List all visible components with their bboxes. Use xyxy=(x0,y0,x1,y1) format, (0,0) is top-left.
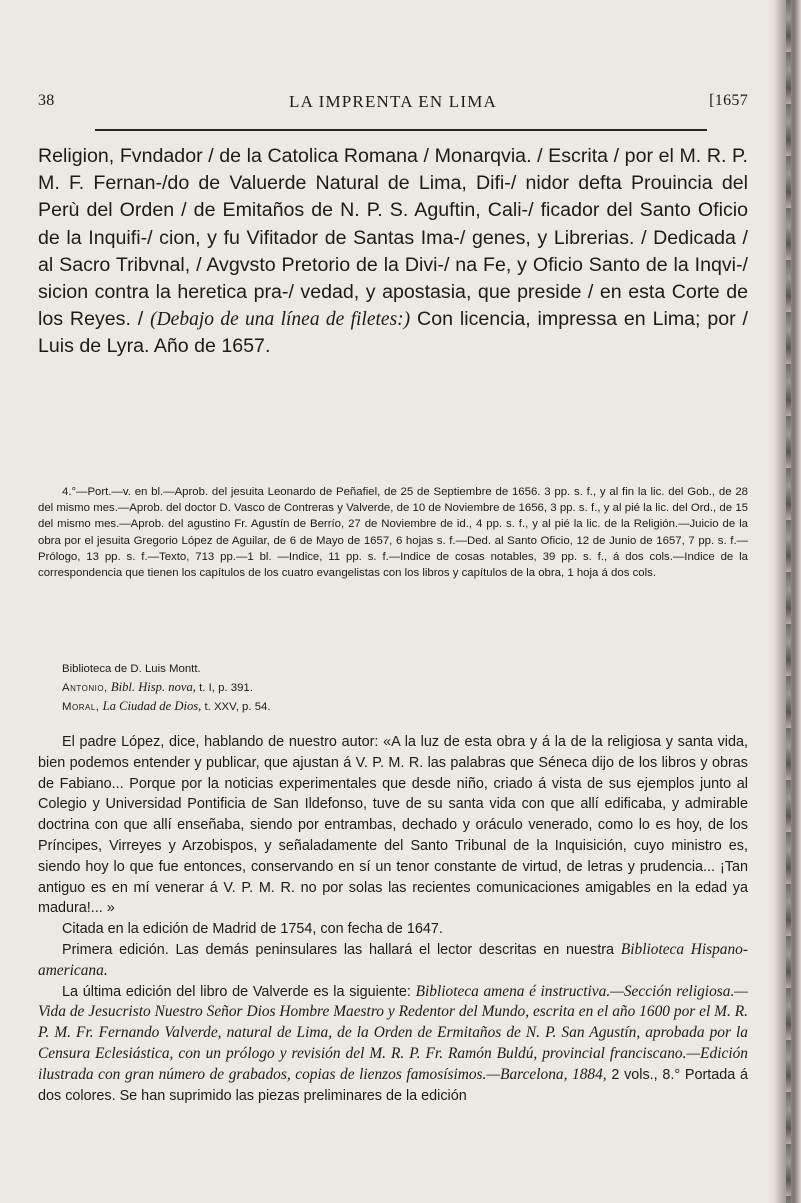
title-transcription: Religion, Fvndador / de la Catolica Romana / Monarqvia. / Escrita / por el M. R. P. M. F. Fernan-/do de Valuerde Natural de Lima, Difi-/ nidor defta Prouincia del Perù del Orden / de Emitaños de N. P. S. Aguftin, Cali-/ ficador del Santo Oficio de la Inquifi-/ cion, y fu Vifitador de Santas Ima-/ genes, y Librerias. / Dedicada / al Sacro Tribvnal, / Avgvsto Pretorio de la Divi-/ na Fe, y Oficio Santo de la Inqvi-/ sicion contra la heretica pra-/ vedad, y apostasia, que preside / en esta Corte de los Reyes. / xyxy=(38,145,748,331)
bibliographic-title xyxy=(38,143,748,361)
reference-author: Antonio, xyxy=(62,681,108,694)
body-paragraph xyxy=(38,982,748,1107)
reference-title: La Ciudad de Dios, xyxy=(102,698,202,713)
references xyxy=(62,661,748,716)
reference-locator: t. XXV, p. 54. xyxy=(201,700,271,713)
body-text: La última edición del libro de Valverde es la siguiente: xyxy=(62,983,416,1000)
body-paragraph: Citada en la edición de Madrid de 1754, con fecha de 1647. xyxy=(62,921,443,938)
body-paragraph xyxy=(38,940,748,982)
title-editorial-note: (Debajo de una línea de filetes:) xyxy=(150,309,411,331)
body-italic: Biblioteca Hispano-americana. xyxy=(38,940,748,979)
reference-author: Moral, xyxy=(62,700,100,713)
page-edge-shadow xyxy=(786,0,791,1203)
collation-text: 4.°—Port.—v. en bl.—Aprob. del jesuita Leonardo de Peñafiel, de 25 de Septiembre de 1656. 3 pp. s. f., y al fin la lic. del Gob., de 28 del mismo mes.—Aprob. del doctor D. Vasco de Contreras y Valverde, de 10 de Noviembre de 1656, 3 pp. s. f., y al pié la lic. del Ord., de 15 del mismo mes.—Aprob. del agustino Fr. Agustín de Berrío, 27 de Noviembre de id., 4 pp. s. f., y al pié la lic. de la Religión.—Juicio de la obra por el jesuita Gregorio López de Aguilar, de 6 de Mayo de 1657, 6 hojas s. f.—Ded. al Santo Oficio, 12 de Junio de 1657, 7 pp. s. f.—Prólogo, 13 pp. s. f.—Texto, 713 pp.—1 bl. —Indice, 11 pp. s. f.—Indice de cosas notables, 39 pp. s. f., á dos cols.—Indice de la correspondencia que tienen los capítulos de los cuatro evangelistas con los libros y capítulos de la obra, 1 hoja á dos cols. xyxy=(38,486,748,580)
library-holding: Biblioteca de D. Luis Montt. xyxy=(62,663,201,675)
running-title: LA IMPRENTA EN LIMA xyxy=(289,92,497,111)
body-text: 2 vols., 8.° Portada á dos colores. Se han suprimido las piezas preliminares de la edición xyxy=(38,1066,748,1104)
year-bracket: [1657 xyxy=(709,92,748,109)
reference-item xyxy=(62,679,748,698)
collation-note xyxy=(38,484,748,581)
reference-locator: t. I, p. 391. xyxy=(195,681,253,694)
header-rule xyxy=(95,129,707,131)
body-paragraph: El padre López, dice, hablando de nuestro autor: «A la luz de esta obra y á la de la religiosa y santa vida, bien podemos entender y publicar, que ajustan á V. P. M. R. las palabras que Séneca dijo de los libros y obras de Fabiano... Porque por la noticias experimentales que desde niño, criado á vista de sus ejemplos junto al Colegio y Universidad Pontificia de San Ildefonso, tuve de su santa vida con que allí edificaba, y admirable doctrina con que allí enseñaba, siendo por entrambas, dechado y oráculo venerado, como lo es hoy, de los Príncipes, Virreyes y Arzobispos, y señaladamente del Santo Tribunal de la Inquisición, cuyo ministro es, siendo hoy lo que fue entonces, conservando en sí un tenor constante de virtud, de letras y prudencia... ¡Tan antiguo es en mí venerar á V. P. M. R. no por solas las recientes comunicaciones amigables en la edad ya madura!... » xyxy=(38,734,748,917)
running-header xyxy=(38,92,748,118)
reference-item xyxy=(62,698,748,717)
page-number: 38 xyxy=(38,92,55,109)
title-imprint: Con licencia, impressa en Lima; por / Luis de Lyra. Año de 1657. xyxy=(38,308,748,358)
page-binding-edge xyxy=(766,0,801,1203)
commentary-body xyxy=(38,732,748,1106)
body-text: Primera edición. Las demás peninsulares las hallará el lector descritas en nuestra xyxy=(62,941,621,958)
reference-title: Bibl. Hisp. nova, xyxy=(110,679,196,694)
body-italic: Biblioteca amena é instructiva.—Sección religiosa.—Vida de Jesucristo Nuestro Señor Dios Hombre Maestro y Redentor del Mundo, escrita en el año 1600 por el M. R. P. M. Fr. Fernando Valverde, natural de Lima, de la Orden de Ermitaños de N. P. San Agustín, aprobada por la Censura Eclesiástica, con un prólogo y revisión del M. R. P. Fr. Ramón Buldú, provincial franciscano.—Edición ilustrada con gran número de grabados, copias de lienzos famosísimos.—Barcelona, 1884, xyxy=(38,982,748,1083)
